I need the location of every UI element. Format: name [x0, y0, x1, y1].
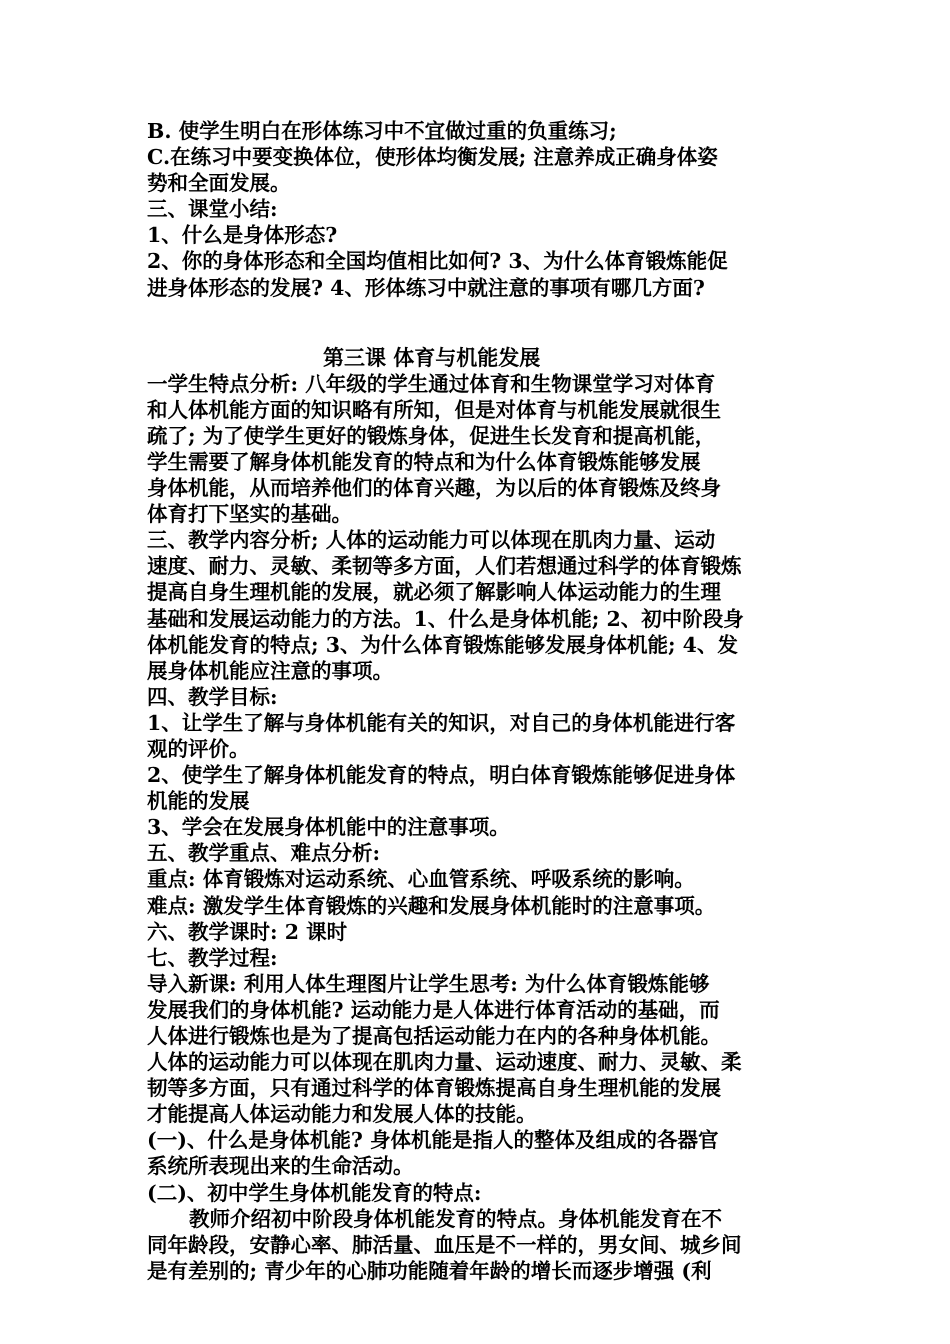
- text-line: 和人体机能方面的知识略有所知，但是对体育与机能发展就很生: [147, 397, 721, 422]
- spacer: [147, 301, 815, 345]
- section-heading: 七、教学过程:: [147, 945, 278, 970]
- section-heading: 六、教学课时: 2 课时: [147, 919, 348, 944]
- text-line: 势和全面发展。: [147, 171, 291, 196]
- text-line: 学生需要了解身体机能发育的特点和为什么体育锻炼能够发展: [147, 449, 701, 474]
- text-line: 疏了; 为了使学生更好的锻炼身体，促进生长发育和提高机能，: [147, 423, 716, 448]
- section-heading: 三、课堂小结:: [147, 197, 278, 222]
- section-heading: 五、教学重点、难点分析:: [147, 841, 381, 866]
- text-line: 难点: 激发学生体育锻炼的兴趣和发展身体机能时的注意事项。: [147, 893, 716, 918]
- text-line: 1、让学生了解与身体机能有关的知识，对自己的身体机能进行客: [147, 710, 736, 735]
- text-line: 基础和发展运动能力的方法。1、什么是身体机能; 2、初中阶段身: [147, 606, 744, 631]
- text-line: C.在练习中要变换体位，使形体均衡发展; 注意养成正确身体姿: [147, 145, 718, 170]
- text-line: 体育打下坚实的基础。: [147, 502, 352, 527]
- text-line: 一学生特点分析: 八年级的学生通过体育和生物课堂学习对体育: [147, 371, 716, 396]
- text-line: 导入新课: 利用人体生理图片让学生思考: 为什么体育锻炼能够: [147, 971, 710, 996]
- text-line: 发展我们的身体机能? 运动能力是人体进行体育活动的基础，而: [147, 997, 720, 1022]
- text-line: 进身体形态的发展? 4、形体练习中就注意的事项有哪几方面?: [147, 275, 705, 300]
- text-line: 2、你的身体形态和全国均值相比如何? 3、为什么体育锻炼能促: [147, 249, 728, 274]
- indented-text-line: 教师介绍初中阶段身体机能发育的特点。身体机能发育在不: [189, 1206, 722, 1231]
- text-line: 人体进行锻炼也是为了提高包括运动能力在内的各种身体机能。: [147, 1024, 721, 1048]
- text-line: 提高自身生理机能的发展，就必须了解影响人体运动能力的生理: [147, 580, 721, 605]
- text-line: 人体的运动能力可以体现在肌肉力量、运动速度、耐力、灵敏、柔: [147, 1050, 742, 1075]
- document-page: [147, 118, 815, 1284]
- text-line: 速度、耐力、灵敏、柔韧等多方面，人们若想通过科学的体育锻炼: [147, 554, 742, 579]
- text-line: 观的评价。: [147, 736, 250, 761]
- text-line: 2、使学生了解身体机能发育的特点，明白体育锻炼能够促进身体: [147, 763, 736, 788]
- text-line: 机能的发展: [147, 789, 250, 814]
- intro-section: [147, 118, 815, 301]
- text-line: 1、什么是身体形态?: [147, 223, 338, 248]
- text-line: B. 使学生明白在形体练习中不宜做过重的负重练习;: [147, 119, 617, 143]
- lesson-body: [147, 371, 815, 1284]
- text-line: 同年龄段，安静心率、肺活量、血压是不一样的，男女间、城乡间: [147, 1232, 742, 1257]
- section-heading: (二)、初中学生身体机能发育的特点:: [147, 1180, 482, 1205]
- text-line: 身体机能，从而培养他们的体育兴趣，为以后的体育锻炼及终身: [147, 476, 721, 501]
- text-line: 三、教学内容分析; 人体的运动能力可以体现在肌肉力量、运动: [147, 528, 716, 553]
- text-line: 3、学会在发展身体机能中的注意事项。: [147, 815, 510, 840]
- lesson-title: 第三课 体育与机能发展: [323, 345, 541, 370]
- text-line: 体机能发育的特点; 3、为什么体育锻炼能够发展身体机能; 4、发: [147, 632, 738, 657]
- text-line: 系统所表现出来的生命活动。: [147, 1154, 414, 1179]
- section-heading: 四、教学目标:: [147, 684, 278, 709]
- text-line: 韧等多方面，只有通过科学的体育锻炼提高自身生理机能的发展: [147, 1076, 721, 1101]
- text-line: 重点: 体育锻炼对运动系统、心血管系统、呼吸系统的影响。: [147, 867, 695, 892]
- text-line: 才能提高人体运动能力和发展人体的技能。: [147, 1102, 537, 1127]
- text-line: 展身体机能应注意的事项。: [147, 658, 393, 683]
- text-line: 是有差别的; 青少年的心肺功能随着年龄的增长而逐步增强 (利: [147, 1258, 712, 1283]
- text-line: (一)、什么是身体机能? 身体机能是指人的整体及组成的各器官: [147, 1128, 719, 1153]
